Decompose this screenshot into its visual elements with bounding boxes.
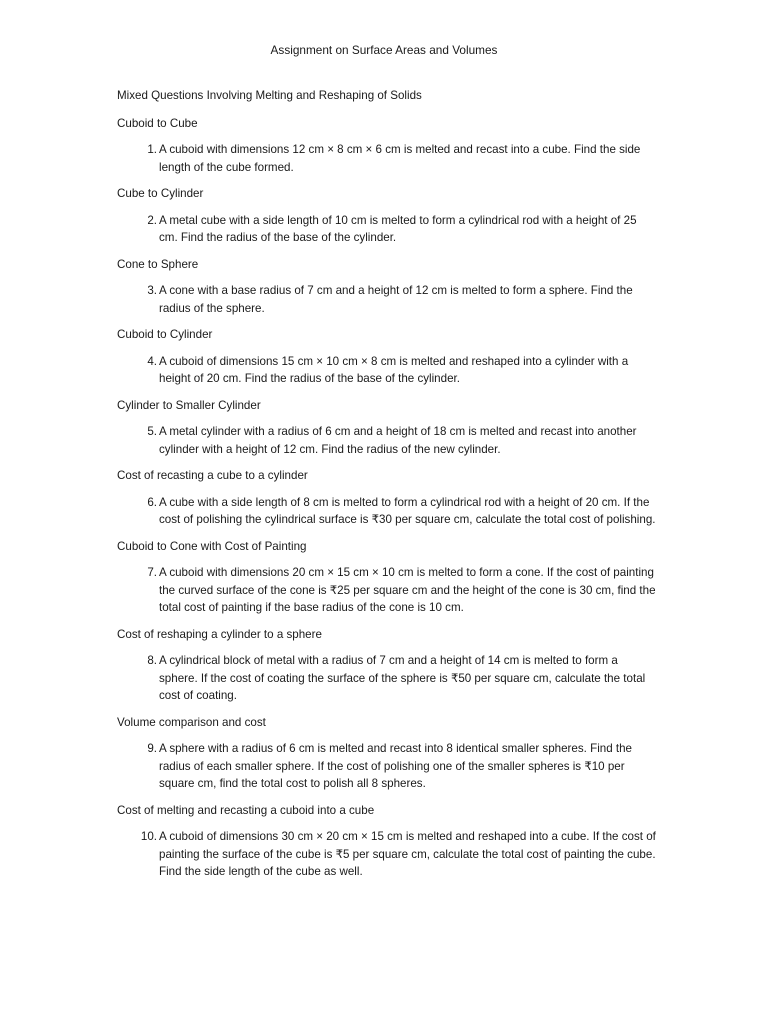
question-number: 6. [147, 495, 157, 509]
question-text: A cuboid with dimensions 20 cm × 15 cm × 10 cm is melted to form a cone. If the cost of painting the curved surface of the cone is ₹25 per square cm and the height of the cone is 30 cm, find the total cost of painting if the base radius of the cone is 10 cm. [159, 566, 656, 614]
section-4 [117, 326, 657, 388]
question-text: A cuboid of dimensions 15 cm × 10 cm × 8 cm is melted and reshaped into a cylinder with a height of 20 cm. Find the radius of the base of the cylinder. [159, 354, 629, 385]
section-2 [117, 185, 657, 247]
section-7 [117, 538, 657, 617]
section-heading: Cuboid to Cylinder [117, 328, 213, 341]
document-title: Assignment on Surface Areas and Volumes [270, 43, 498, 57]
question-number: 8. [147, 654, 157, 667]
question-text: A cone with a base radius of 7 cm and a height of 12 cm is melted to form a sphere. Find the radius of the sphere. [159, 284, 633, 315]
question-item [117, 564, 657, 617]
question-number: 10. [140, 830, 157, 843]
question-text: A cuboid of dimensions 30 cm × 20 cm × 15 cm is melted and reshaped into a cube. If the cost of painting the surface of the cube is ₹5 per square cm, calculate the total cost of painting the cube. Find the side length of the cube as well. [159, 830, 656, 878]
question-number: 7. [147, 566, 157, 579]
question-item [117, 141, 657, 176]
question-number: 2. [147, 213, 157, 227]
question-item [117, 740, 657, 793]
section-heading: Cuboid to Cone with Cost of Painting [117, 539, 307, 553]
question-text: A cylindrical block of metal with a radius of 7 cm and a height of 14 cm is melted to form a sphere. If the cost of coating the surface of the sphere is ₹50 per square cm, calculate the total cost of coating. [159, 654, 646, 702]
section-heading: Cone to Sphere [117, 257, 199, 271]
section-9 [117, 714, 657, 793]
section-6 [117, 467, 657, 529]
question-number: 5. [147, 425, 157, 438]
section-heading: Volume comparison and cost [117, 715, 266, 729]
question-text: A sphere with a radius of 6 cm is melted and recast into 8 identical smaller spheres. Find the radius of each smaller sphere. If the cost of polishing one of the smaller spheres is ₹10 per square cm, find the total cost to polish all 8 spheres. [159, 742, 632, 790]
section-5 [117, 397, 657, 459]
document-body [117, 87, 657, 890]
question-item [117, 353, 657, 388]
question-item [117, 423, 657, 458]
section-heading: Cost of melting and recasting a cuboid into a cube [117, 803, 375, 817]
section-8 [117, 626, 657, 705]
question-item [117, 652, 657, 705]
question-item [117, 282, 657, 317]
question-text: A metal cylinder with a radius of 6 cm and a height of 18 cm is melted and recast into another cylinder with a height of 12 cm. Find the radius of the new cylinder. [159, 425, 637, 456]
section-3 [117, 256, 657, 318]
section-heading: Cuboid to Cube [117, 116, 198, 130]
question-text: A cuboid with dimensions 12 cm × 8 cm × 6 cm is melted and recast into a cube. Find the side length of the cube formed. [159, 143, 641, 174]
section-heading: Cost of recasting a cube to a cylinder [117, 469, 308, 482]
question-number: 1. [147, 143, 157, 156]
document-subtitle: Mixed Questions Involving Melting and Reshaping of Solids [117, 89, 422, 102]
question-item [117, 494, 657, 529]
question-number: 3. [147, 284, 157, 297]
section-10 [117, 802, 657, 881]
question-number: 9. [147, 742, 157, 755]
section-1 [117, 115, 657, 177]
question-text: A cube with a side length of 8 cm is melted to form a cylindrical rod with a height of 20 cm. If the cost of polishing the cylindrical surface is ₹30 per square cm, calculate the total cost of polishing. [159, 495, 656, 526]
question-number: 4. [147, 354, 157, 368]
question-item [117, 828, 657, 881]
section-heading: Cube to Cylinder [117, 187, 204, 200]
question-text: A metal cube with a side length of 10 cm is melted to form a cylindrical rod with a height of 25 cm. Find the radius of the base of the cylinder. [159, 213, 637, 244]
section-heading: Cost of reshaping a cylinder to a sphere [117, 627, 322, 641]
section-heading: Cylinder to Smaller Cylinder [117, 398, 261, 412]
question-item [117, 212, 657, 247]
